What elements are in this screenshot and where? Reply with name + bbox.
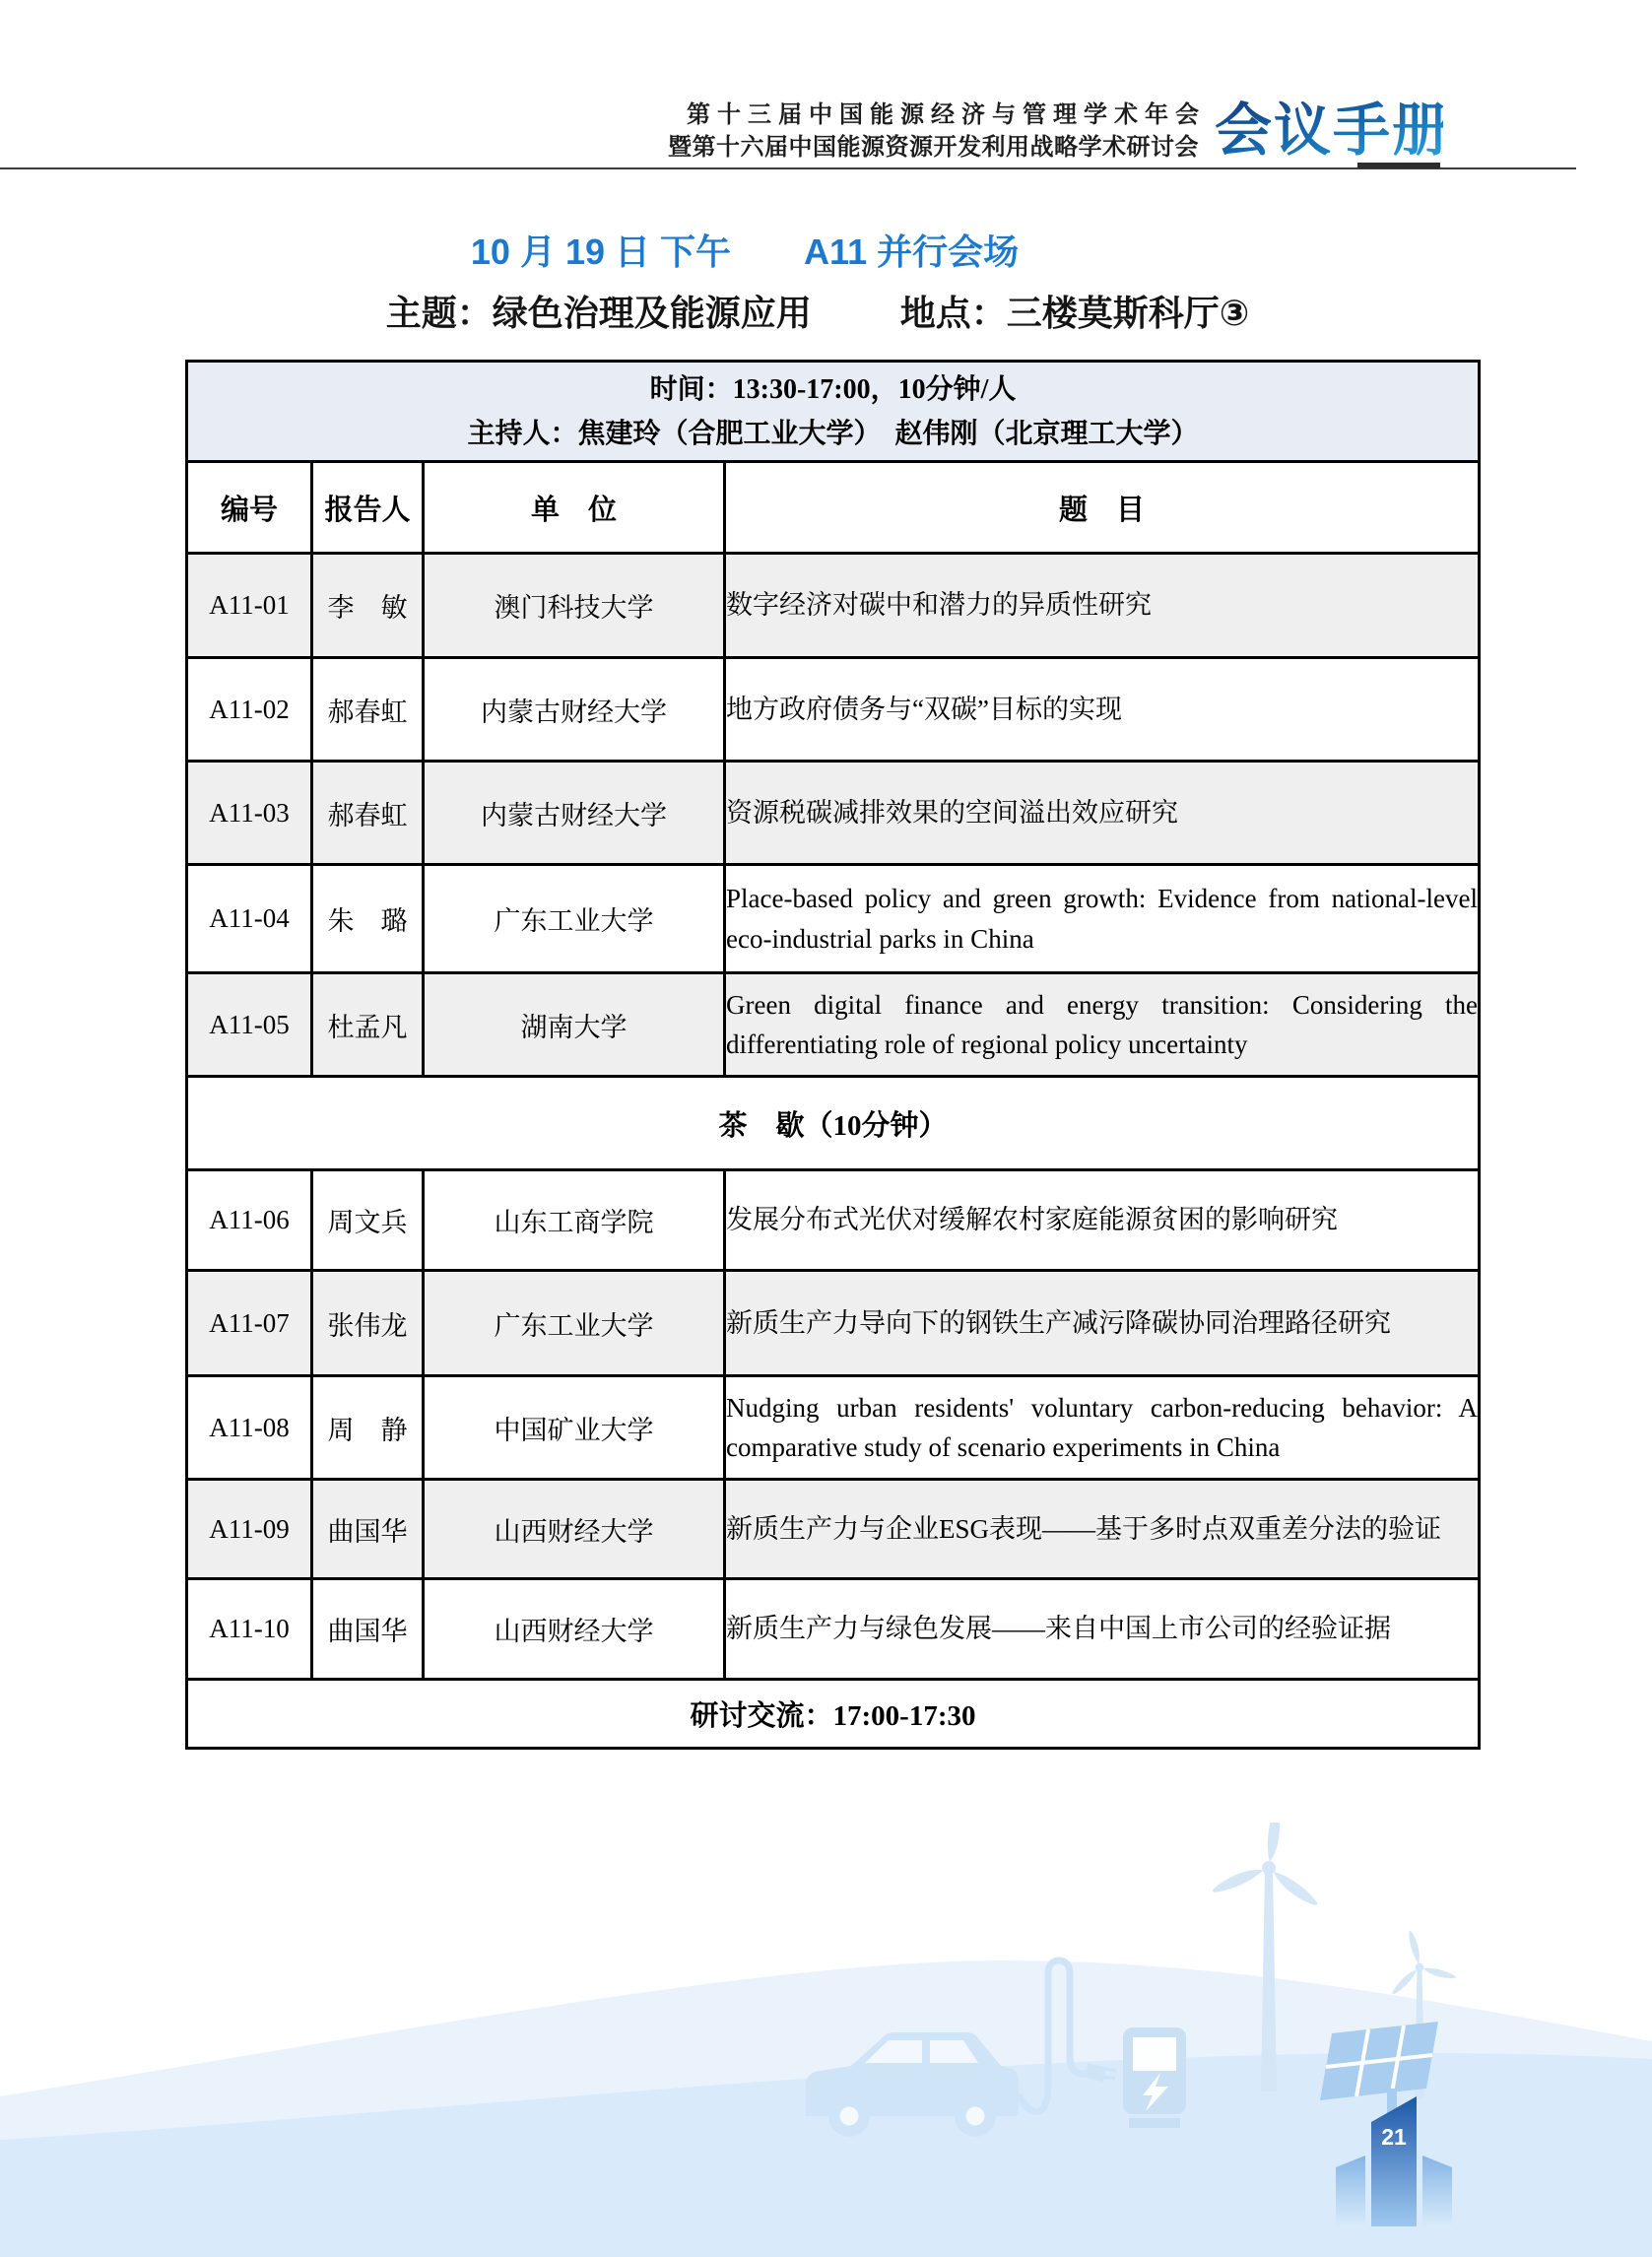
- affiliation: 广东工业大学: [424, 865, 725, 973]
- info-cell: [187, 362, 1480, 462]
- paper-title: Green digital finance and energy transition: Considering the differentiating role of regional policy uncertainty: [725, 973, 1480, 1077]
- session-subtitle: [0, 286, 1635, 336]
- closing-label: 研讨交流：17:00-17:30: [187, 1680, 1480, 1749]
- column-header-id: 编号: [187, 462, 312, 554]
- speaker-name: 郝春虹: [312, 658, 424, 762]
- speaker-name: 曲国华: [312, 1579, 424, 1680]
- affiliation: 内蒙古财经大学: [424, 658, 725, 762]
- paper-id: A11-06: [187, 1170, 312, 1271]
- table-row: [187, 1271, 1480, 1376]
- speaker-name: 郝春虹: [312, 762, 424, 865]
- paper-id: A11-09: [187, 1480, 312, 1579]
- table-row: [187, 554, 1480, 658]
- footer-art: [0, 1823, 1652, 2257]
- table-row: [187, 1170, 1480, 1271]
- closing-row: [187, 1680, 1480, 1749]
- session-title: [0, 225, 1489, 275]
- table-row: [187, 865, 1480, 973]
- affiliation: 中国矿业大学: [424, 1376, 725, 1480]
- table-row: [187, 973, 1480, 1077]
- header-divider: [0, 167, 1576, 169]
- speaker-name: 朱 璐: [312, 865, 424, 973]
- table-row: [187, 1376, 1480, 1480]
- column-header-title: 题 目: [725, 462, 1480, 554]
- table-row: [187, 762, 1480, 865]
- tea-break-row: [187, 1077, 1480, 1170]
- speaker-name: 周文兵: [312, 1170, 424, 1271]
- table-row: [187, 658, 1480, 762]
- paper-id: A11-03: [187, 762, 312, 865]
- host-line: 主持人：焦建玲（合肥工业大学） 赵伟刚（北京理工大学）: [467, 418, 1199, 449]
- paper-title: 新质生产力与企业ESG表现——基于多时点双重差分法的验证: [725, 1480, 1480, 1579]
- affiliation: 山东工商学院: [424, 1170, 725, 1271]
- table-row: [187, 1480, 1480, 1579]
- column-header-affiliation: 单 位: [424, 462, 725, 554]
- charging-station-icon: [1123, 2027, 1186, 2128]
- table-info-band: [187, 362, 1480, 462]
- tea-break-label: 茶 歇（10分钟）: [187, 1077, 1480, 1170]
- affiliation: 山西财经大学: [424, 1579, 725, 1680]
- schedule-table-wrap: [185, 360, 1481, 1750]
- speaker-name: 李 敏: [312, 554, 424, 658]
- column-header-speaker: 报告人: [312, 462, 424, 554]
- logo-underline: [1357, 163, 1440, 168]
- session-date: 10 月 19 日 下午: [470, 232, 732, 272]
- affiliation: 内蒙古财经大学: [424, 762, 725, 865]
- paper-id: A11-04: [187, 865, 312, 973]
- conference-header: [668, 99, 1206, 164]
- session-location: 地点：三楼莫斯科厅③: [899, 293, 1250, 333]
- table-row: [187, 1579, 1480, 1680]
- speaker-name: 张伟龙: [312, 1271, 424, 1376]
- affiliation: 澳门科技大学: [424, 554, 725, 658]
- speaker-name: 周 静: [312, 1376, 424, 1480]
- conference-title-line2: 暨第十六届中国能源资源开发利用战略学术研讨会: [668, 134, 1199, 161]
- paper-title: Place-based policy and green growth: Evidence from national-level eco-industrial parks in China: [725, 865, 1480, 973]
- affiliation: 湖南大学: [424, 973, 725, 1077]
- table-column-headers: [187, 462, 1480, 554]
- session-topic: 主题：绿色治理及能源应用: [385, 293, 812, 333]
- page-number: 21: [1381, 2124, 1407, 2150]
- speaker-name: 杜孟凡: [312, 973, 424, 1077]
- paper-title: 资源税碳减排效果的空间溢出效应研究: [725, 762, 1480, 865]
- paper-title: 新质生产力与绿色发展——来自中国上市公司的经验证据: [725, 1579, 1480, 1680]
- paper-id: A11-02: [187, 658, 312, 762]
- affiliation: 广东工业大学: [424, 1271, 725, 1376]
- session-venue: A11 并行会场: [804, 232, 1020, 272]
- conference-title-line1: 第十三届中国能源经济与管理学术年会: [687, 101, 1206, 128]
- paper-id: A11-10: [187, 1579, 312, 1680]
- paper-title: 地方政府债务与“双碳”目标的实现: [725, 658, 1480, 762]
- speaker-name: 曲国华: [312, 1480, 424, 1579]
- schedule-table: [185, 360, 1481, 1750]
- manual-logo: 会议手册: [1215, 97, 1443, 166]
- paper-id: A11-08: [187, 1376, 312, 1480]
- time-line: 时间：13:30-17:00，10分钟/人: [649, 373, 1017, 405]
- paper-title: 数字经济对碳中和潜力的异质性研究: [725, 554, 1480, 658]
- paper-id: A11-05: [187, 973, 312, 1077]
- paper-title: 发展分布式光伏对缓解农村家庭能源贫困的影响研究: [725, 1170, 1480, 1271]
- paper-id: A11-07: [187, 1271, 312, 1376]
- paper-title: Nudging urban residents' voluntary carbon-reducing behavior: A comparative study of scenario experiments in China: [725, 1376, 1480, 1480]
- affiliation: 山西财经大学: [424, 1480, 725, 1579]
- paper-id: A11-01: [187, 554, 312, 658]
- paper-title: 新质生产力导向下的钢铁生产减污降碳协同治理路径研究: [725, 1271, 1480, 1376]
